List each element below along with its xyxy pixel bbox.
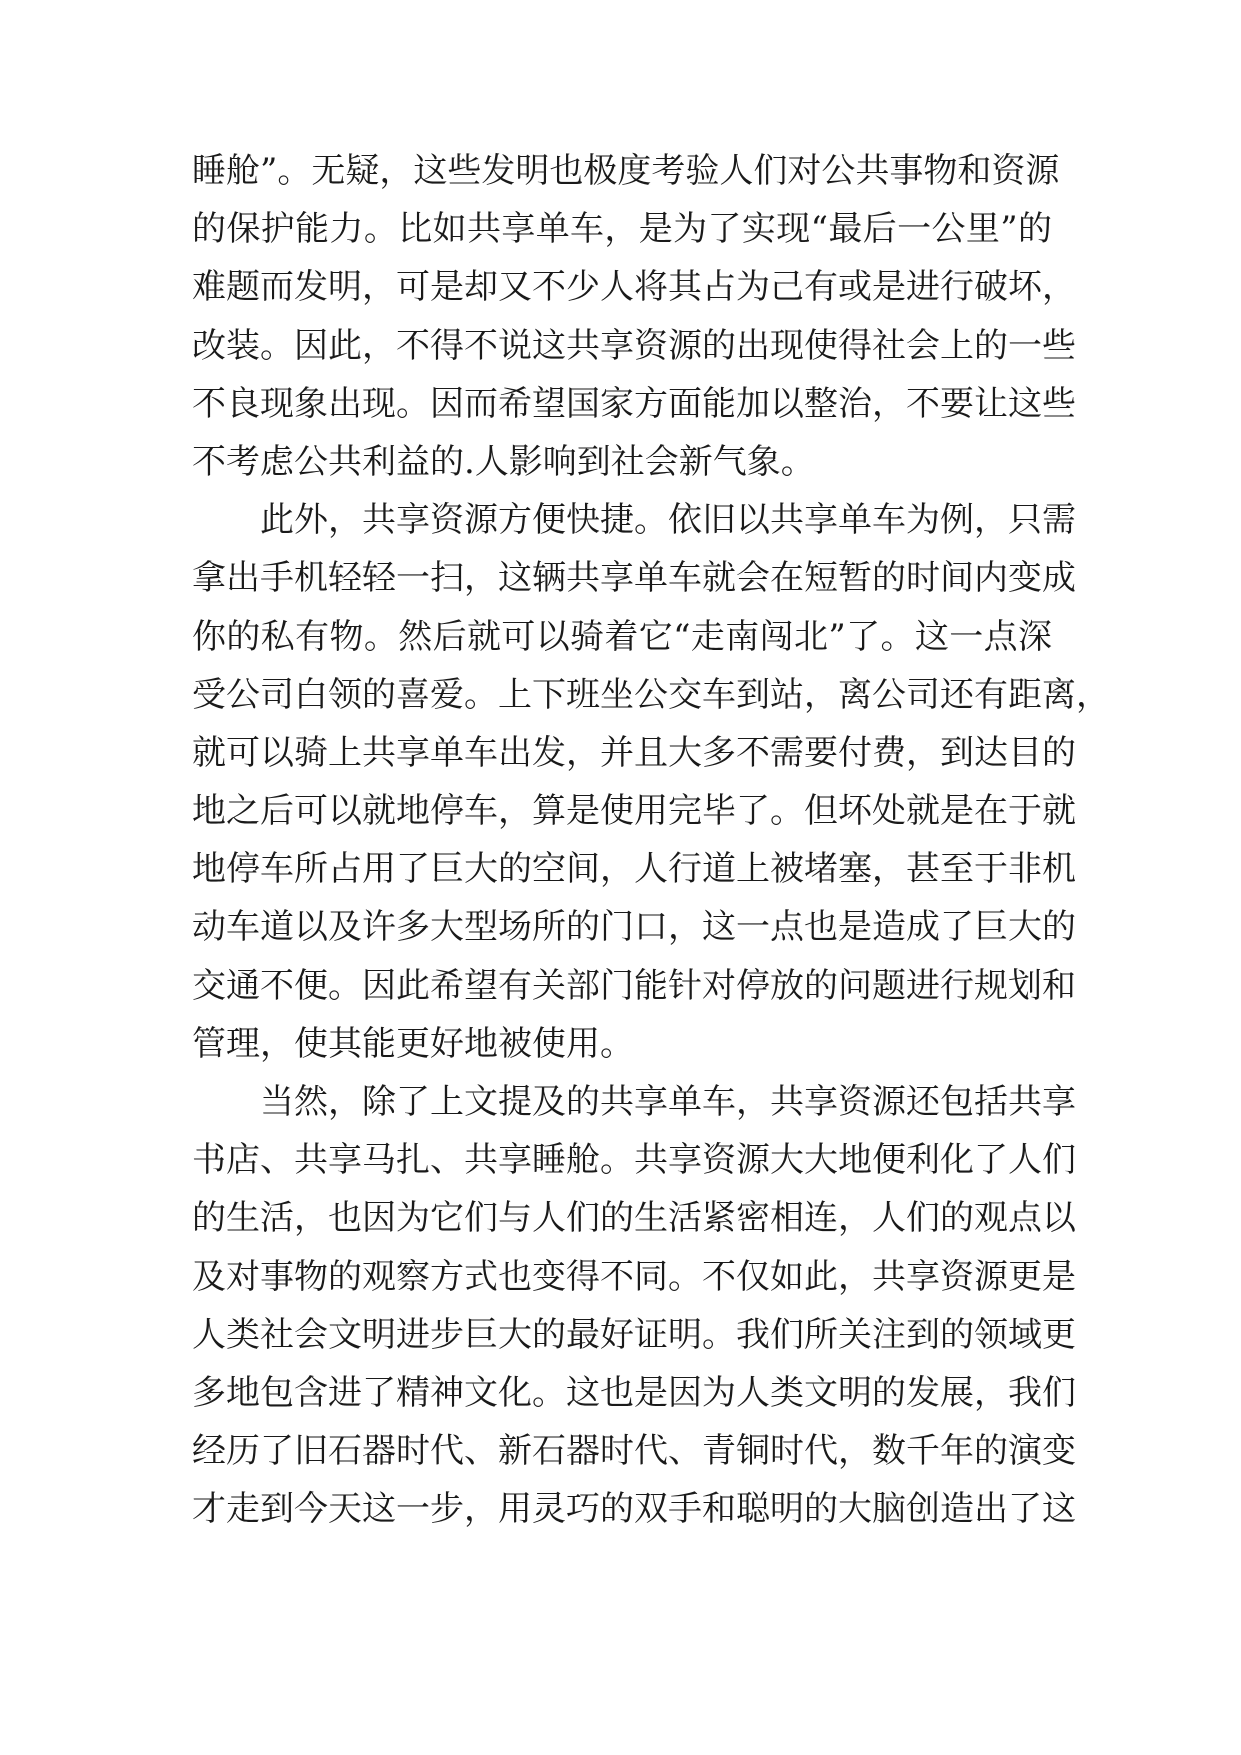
text-line: 经历了旧石器时代、新石器时代、青铜时代，数千年的演变	[192, 1431, 1076, 1472]
text-line: 书店、共享马扎、共享睡舱。共享资源大大地便利化了人们	[192, 1140, 1076, 1181]
paragraph-first-line: 当然，除了上文提及的共享单车，共享资源还包括共享	[260, 1082, 1076, 1122]
text-line: 的生活，也因为它们与人们的生活紧密相连，人们的观点以	[192, 1198, 1076, 1239]
text-line: 受公司白领的喜爱。上下班坐公交车到站，离公司还有距离，	[192, 674, 1110, 715]
text-line: 改装。因此，不得不说这共享资源的出现使得社会上的一些	[192, 325, 1076, 366]
text-line: 及对事物的观察方式也变得不同。不仅如此，共享资源更是	[192, 1256, 1076, 1297]
text-line: 才走到今天这一步，用灵巧的双手和聪明的大脑创造出了这	[192, 1489, 1076, 1530]
text-line: 就可以骑上共享单车出发，并且大多不需要付费，到达目的	[192, 732, 1076, 773]
text-line: 管理，使其能更好地被使用。	[192, 1023, 634, 1064]
text-line: 睡舱”。无疑，这些发明也极度考验人们对公共事物和资源	[192, 151, 1060, 191]
text-line: 不考虑公共利益的.人影响到社会新气象。	[192, 441, 815, 482]
text-line: 地停车所占用了巨大的空间，人行道上被堵塞，甚至于非机	[192, 849, 1076, 890]
text-line: 拿出手机轻轻一扫，这辆共享单车就会在短暂的时间内变成	[192, 558, 1076, 599]
text-line: 你的私有物。然后就可以骑着它“走南闯北”了。这一点深	[192, 616, 1052, 657]
text-line: 地之后可以就地停车，算是使用完毕了。但坏处就是在于就	[192, 791, 1076, 832]
body-text	[192, 142, 1110, 1539]
text-line: 多地包含进了精神文化。这也是因为人类文明的发展，我们	[192, 1372, 1076, 1413]
text-line: 难题而发明，可是却又不少人将其占为己有或是进行破坏，	[192, 267, 1076, 308]
text-line: 不良现象出现。因而希望国家方面能加以整治，不要让这些	[192, 383, 1076, 424]
text-line: 人类社会文明进步巨大的最好证明。我们所关注到的领域更	[192, 1314, 1076, 1355]
paragraph-first-line: 此外，共享资源方便快捷。依旧以共享单车为例，只需	[260, 500, 1076, 541]
text-line: 动车道以及许多大型场所的门口，这一点也是造成了巨大的	[192, 907, 1076, 948]
text-line: 交通不便。因此希望有关部门能针对停放的问题进行规划和	[192, 965, 1076, 1006]
text-line: 的保护能力。比如共享单车，是为了实现“最后一公里”的	[192, 209, 1052, 250]
